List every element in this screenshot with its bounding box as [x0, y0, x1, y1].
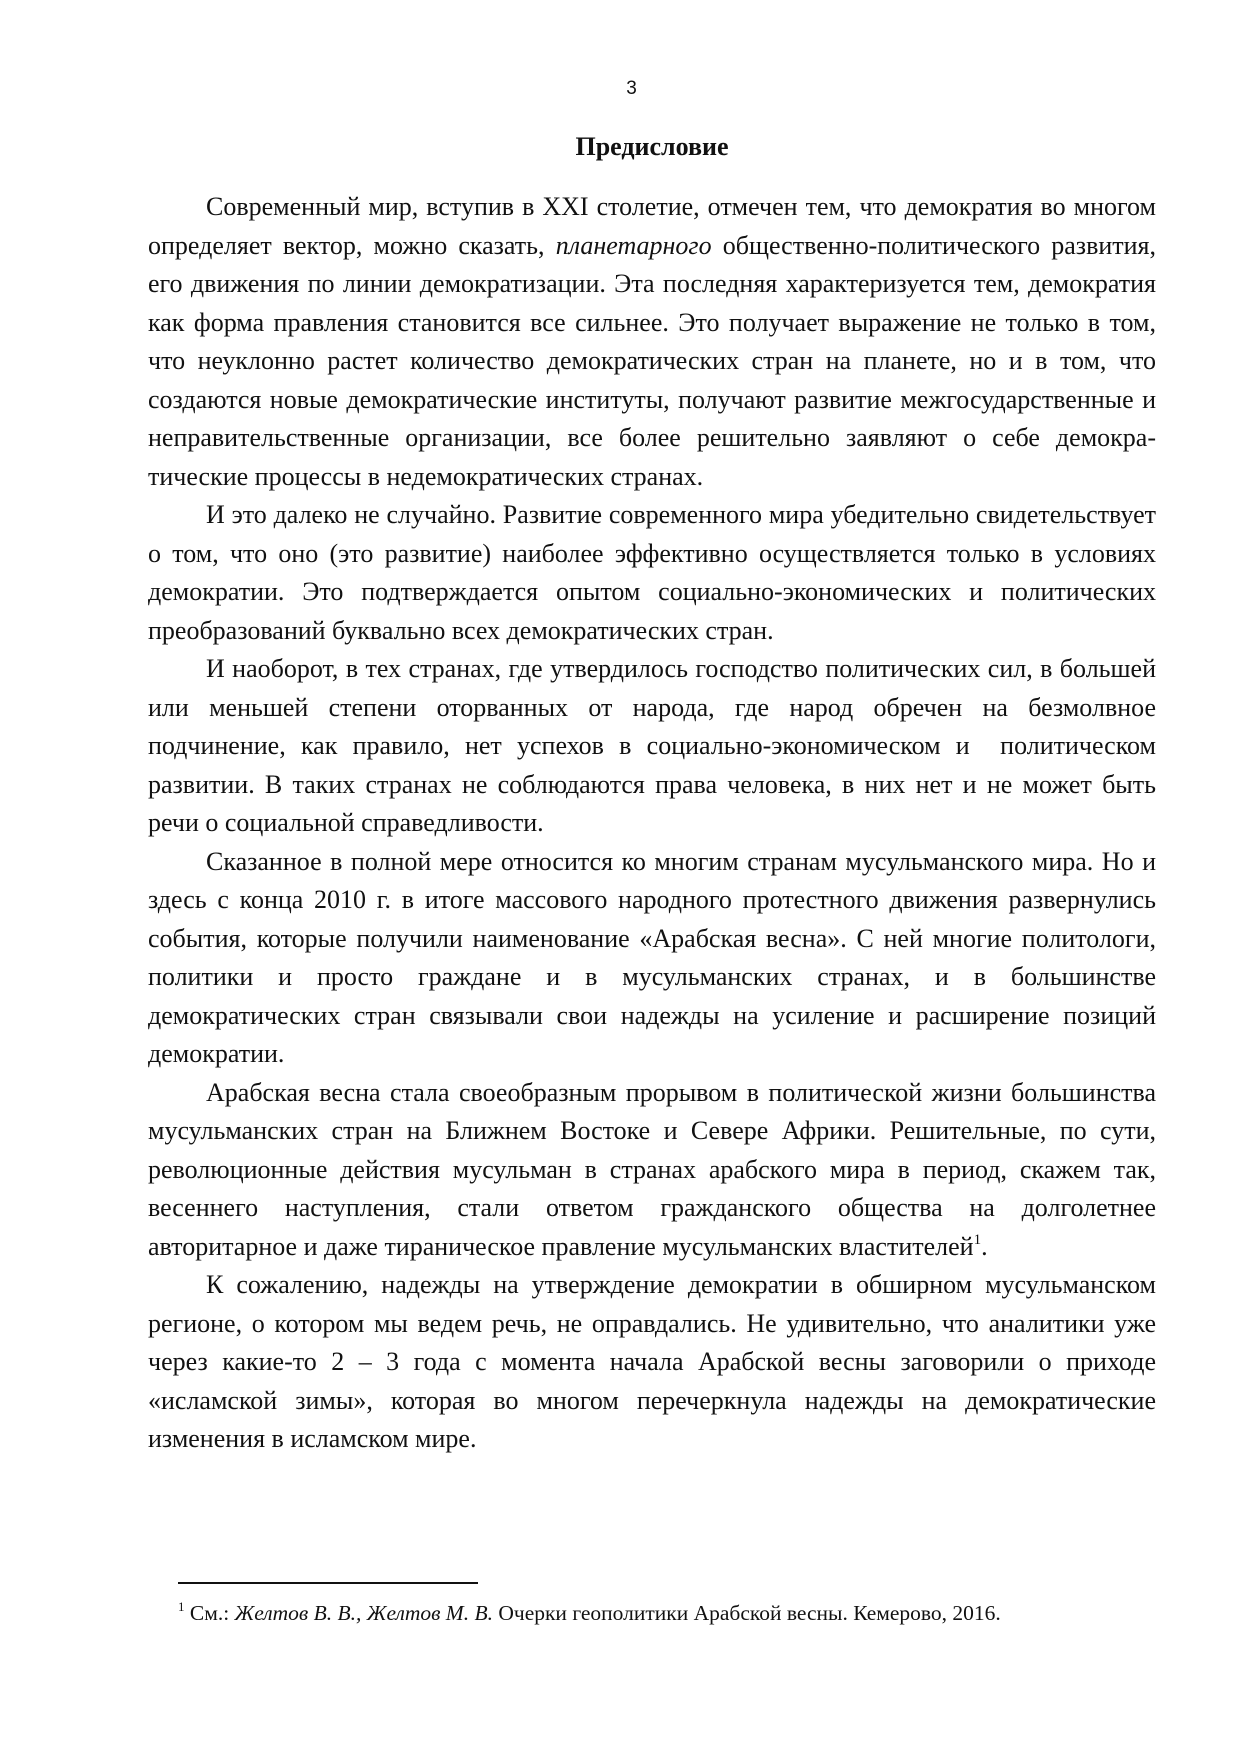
- paragraph-4: Сказанное в полной мере относится ко многим странам мусульманского мира. Но и здесь с конца 2010 г. в итоге массового народного протестного движения развернулись события, которые получили наименование «Арабская весна». С ней многие политологи, политики и просто граждане и в мусульманских странах, и в большинстве демократических стран связывали свои надежды на усиление и расширение позиций демократии.: [148, 846, 1156, 1068]
- page-title: Предисловие: [575, 132, 729, 161]
- paragraph-6: К сожалению, надежды на утверждение демократии в обширном мусульманском регионе, о котором мы ведем речь, не оправдались. Не удивительно, что аналитики уже через какие-то 2 – 3 года с момента начала Арабской весны заговорили о приходе «исламской зимы», которая во многом перечеркнула надежды на демократические изменения в исламском мире.: [148, 1270, 1156, 1453]
- footnote-number: 1: [178, 1599, 185, 1614]
- footnote-authors: Желтов В. В., Желтов М. В.: [234, 1601, 493, 1625]
- footnote-divider: [178, 1582, 478, 1584]
- paragraph-5: [148, 1074, 1156, 1267]
- footnote-prefix: См.:: [184, 1601, 235, 1625]
- page-number: 3: [626, 78, 637, 99]
- paragraph-3: И наоборот, в тех странах, где утвердилось господство политических сил, в большей или меньшей степени оторванных от народа, где народ обречен на безмолвное подчинение, как правило, нет успехов в социально-экономическом и политическом развитии. В таких странах не соблюдаются права человека, в них нет и не может быть речи о социальной справедливости.: [148, 654, 1156, 837]
- body-text: [148, 188, 1156, 1459]
- paragraph-1-part-a: Современный мир, вступив в XXI столетие, отмечен тем, что демократия во многом определяет вектор, можно сказать,: [148, 192, 1156, 260]
- footnote-citation: Очерки геополитики Арабской весны. Кемерово, 2016.: [492, 1601, 1001, 1625]
- paragraph-2: И это далеко не случайно. Развитие современного мира убедительно свидетельствует о том, что оно (это развитие) наиболее эффективно осуществляется только в условиях демократии. Это подтверждается опытом социально-экономических и политических преобразований буквально всех демократических стран.: [148, 500, 1156, 645]
- paragraph-1: [148, 188, 1156, 496]
- paragraph-1-italic: планетарного: [555, 230, 712, 260]
- paragraph-5-end: .: [981, 1231, 988, 1261]
- footnote: [178, 1598, 1178, 1628]
- paragraph-5-text: Арабская весна стала своеобразным прорывом в политической жизни большинства мусульманских стран на Ближнем Востоке и Севере Африки. Решительные, по сути, революционные действия мусульман в странах арабского мира в период, скажем так, весеннего наступления, стали ответом гражданского общества на долголетнее авторитарное и даже тираническое правление мусульманских властителей: [148, 1077, 1156, 1261]
- paragraph-1-part-b: общественно-политического развития, его движения по линии демократизации. Эта последняя характеризуется тем, демократия как форма правления становится все сильнее. Это получает выражение не только в том, что неуклонно растет количество демократических стран на планете, но и в том, что создаются новые демократические институты, получают развитие межгосударственные и неправительственные организации, все более решительно заявляют о себе демократические процессы в недемократических странах.: [148, 230, 1156, 491]
- footnote-reference[interactable]: 1: [973, 1231, 982, 1248]
